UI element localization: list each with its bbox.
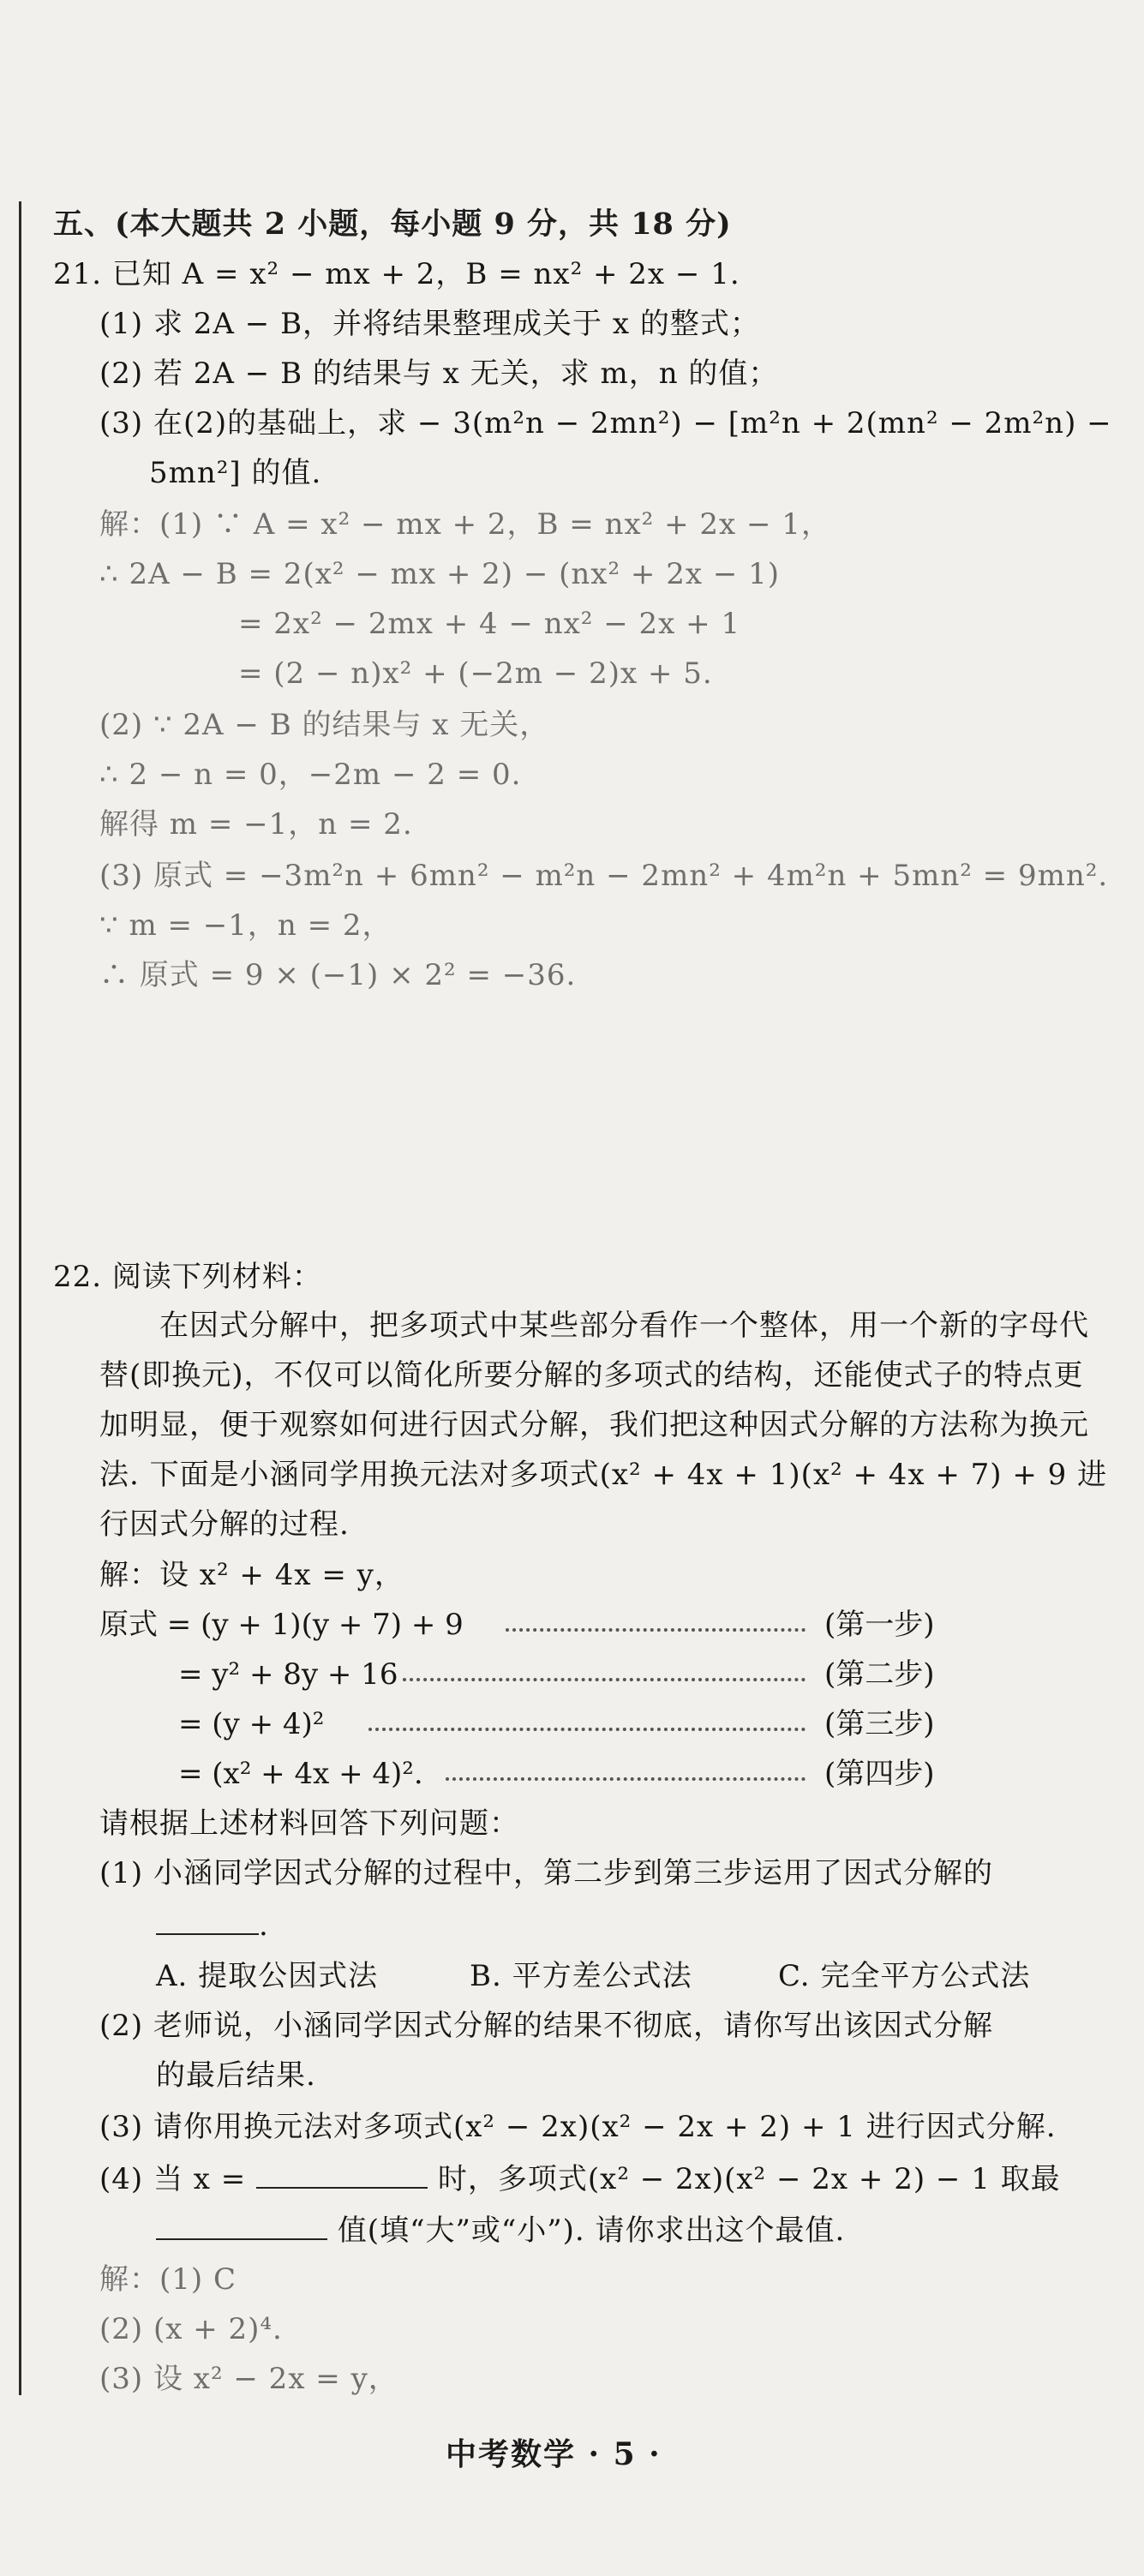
page-footer: 中考数学 · 5 · [446,2436,662,2472]
q21-solution-line: ∴ 2 − n = 0，−2m − 2 = 0. [99,758,522,792]
step-label: (第二步) [824,1657,935,1692]
q21-solution-line: (3) 原式 = −3m²n + 6mn² − m²n − 2mn² + 4m²n + 5mn² = 9mn². [99,859,1109,893]
q22-part-1-tail: . [259,1908,269,1943]
step-expression: = (x² + 4x + 4)². [178,1757,423,1791]
step-label: (第四步) [824,1757,935,1791]
q22-solution-line: (2) (x + 2)⁴. [99,2312,283,2346]
q22-prompt: 请根据上述材料回答下列问题： [99,1806,519,1841]
q21-solution-line: 解：(1) ∵ A = x² − mx + 2，B = nx² + 2x − 1， [99,507,831,542]
q21-stem: 21. 已知 A = x² − mx + 2，B = nx² + 2x − 1. [53,257,740,291]
q22-part-2: (2) 老师说，小涵同学因式分解的结果不彻底，请你写出该因式分解 [99,2009,993,2043]
q22-part-4-tail: 值(填“大”或“小”). 请你求出这个最值. [337,2214,846,2248]
q22-part-1: (1) 小涵同学因式分解的过程中，第二步到第三步运用了因式分解的 [99,1856,993,1890]
q21-solution-line: ∴ 原式 = 9 × (−1) × 2² = −36. [99,958,577,992]
dot-leader [506,1628,806,1632]
q21-solution-line: ∴ 2A − B = 2(x² − mx + 2) − (nx² + 2x − 1) [99,557,781,591]
q22-setup: 解：设 x² + 4x = y， [99,1558,404,1592]
step-expression: = y² + 8y + 16 [178,1657,398,1692]
q22-part-4-lead: (4) 当 x = [99,2162,247,2196]
step-label: (第一步) [824,1608,935,1642]
q21-solution-line: 解得 m = −1，n = 2. [99,807,413,842]
q22-solution-line: 解：(1) C [99,2262,237,2297]
q21-part-3: (3) 在(2)的基础上，求 − 3(m²n − 2mn²) − [m²n + 2(mn² − 2m²n) − [99,406,1112,440]
answer-blank[interactable] [156,1904,259,1935]
q21-part-3-cont: 5mn²] 的值. [149,456,322,490]
section-heading: 五、(本大题共 2 小题，每小题 9 分，共 18 分) [53,207,732,242]
margin-rule [19,201,21,2395]
q21-solution-line: ∵ m = −1，n = 2， [99,908,392,943]
q21-part-1: (1) 求 2A − B，并将结果整理成关于 x 的整式； [99,307,760,341]
dot-leader [368,1728,806,1731]
step-expression: = (y + 4)² [178,1707,325,1741]
q22-material [99,1301,1111,1549]
q21-part-2: (2) 若 2A − B 的结果与 x 无关，求 m，n 的值； [99,356,779,391]
q22-part-3: (3) 请你用换元法对多项式(x² − 2x)(x² − 2x + 2) + 1 进行因式分解. [99,2110,1057,2144]
q21-solution-line: (2) ∵ 2A − B 的结果与 x 无关， [99,708,550,742]
q21-solution-line: = (2 − n)x² + (−2m − 2)x + 5. [238,656,713,691]
q22-material-text: 在因式分解中，把多项式中某些部分看作一个整体，用一个新的字母代替(即换元)，不仅可以简化所要分解的多项式的结构，还能使式子的特点更加明显，便于观察如何进行因式分解，我们把这种因式分解的方法称为换元法. 下面是小涵同学用换元法对多项式(x² + 4x + 1)(x² + 4x + 7) + 9 进行因式分解的过程. [99,1309,1108,1542]
q22-part-1-blank-line [156,1904,269,1944]
q21-solution-line: = 2x² − 2mx + 4 − nx² − 2x + 1 [238,607,741,641]
dot-leader [403,1678,806,1681]
option-b: B. 平方差公式法 [470,1959,692,1993]
q22-part-4-cont [156,2209,845,2250]
q22-solution-line: (3) 设 x² − 2x = y， [99,2362,398,2396]
step-expression: 原式 = (y + 1)(y + 7) + 9 [99,1608,464,1642]
q22-stem: 22. 阅读下列材料： [53,1260,322,1294]
answer-blank[interactable] [156,2209,327,2240]
q22-part-4 [99,2158,1061,2198]
step-label: (第三步) [824,1707,935,1741]
option-c: C. 完全平方公式法 [778,1959,1031,1993]
q22-part-2-cont: 的最后结果. [156,2058,316,2093]
answer-blank[interactable] [256,2158,428,2189]
option-a: A. 提取公因式法 [156,1959,379,1993]
q22-part-4-mid: 时，多项式(x² − 2x)(x² − 2x + 2) − 1 取最 [437,2162,1061,2196]
dot-leader [446,1777,806,1781]
